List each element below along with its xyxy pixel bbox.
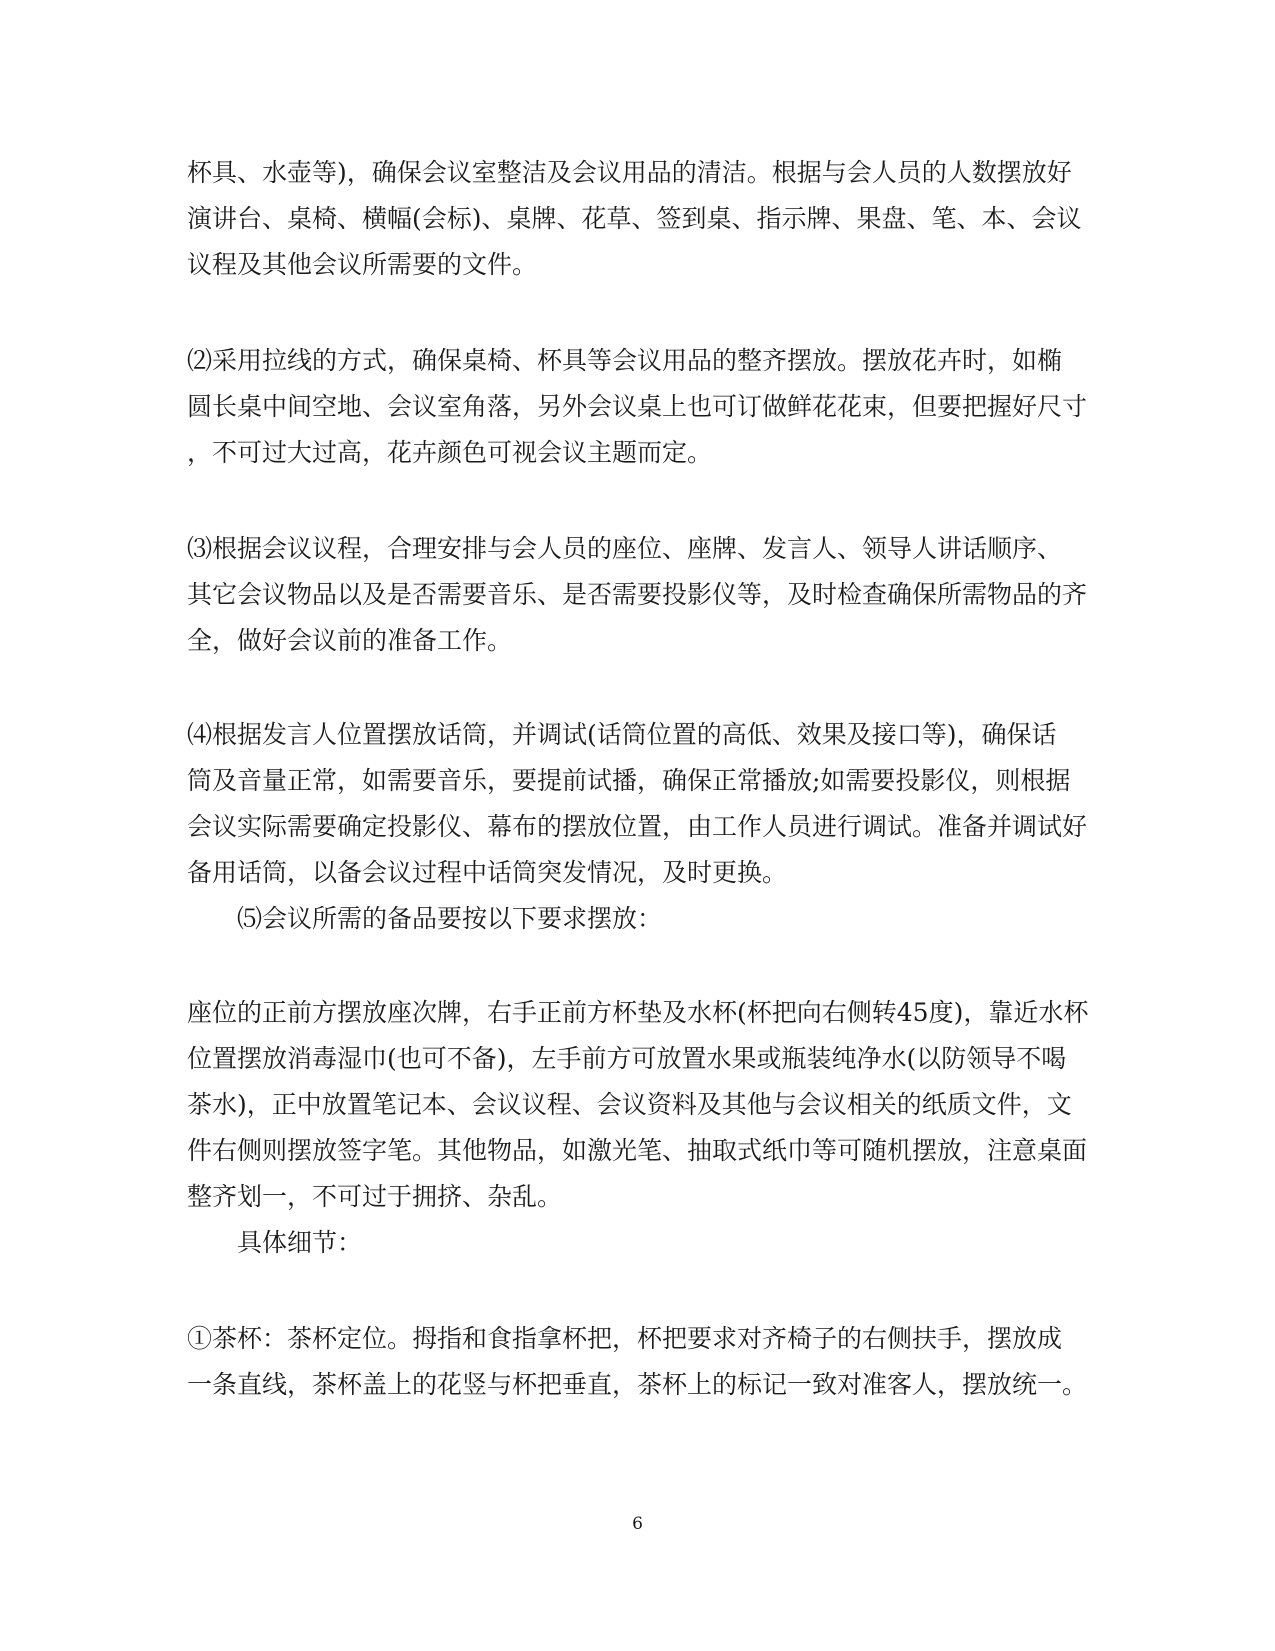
paragraph-line: 议程及其他会议所需要的文件。 bbox=[187, 250, 538, 279]
paragraph-line: ⑸会议所需的备品要按以下要求摆放： bbox=[237, 904, 663, 933]
page-number: 6 bbox=[632, 1514, 643, 1534]
paragraph-line: 全，做好会议前的准备工作。 bbox=[187, 626, 513, 655]
paragraph-line: 筒及音量正常，如需要音乐，要提前试播，确保正常播放;如需要投影仪，则根据 bbox=[187, 766, 1071, 795]
paragraph-line: ，不可过大过高，花卉颜色可视会议主题而定。 bbox=[187, 438, 713, 467]
paragraph-line: 演讲台、桌椅、横幅(会标)、桌牌、花草、签到桌、指示牌、果盘、笔、本、会议 bbox=[187, 204, 1082, 233]
paragraph-line: 整齐划一，不可过于拥挤、杂乱。 bbox=[187, 1182, 563, 1211]
paragraph-line: 圆长桌中间空地、会议室角落，另外会议桌上也可订做鲜花花束，但要把握好尺寸 bbox=[187, 392, 1088, 421]
section-heading: 具体细节： bbox=[237, 1228, 363, 1257]
paragraph-line: ⑶根据会议议程，合理安排与会人员的座位、座牌、发言人、领导人讲话顺序、 bbox=[187, 534, 1063, 563]
paragraph-line: ⑵采用拉线的方式，确保桌椅、杯具等会议用品的整齐摆放。摆放花卉时，如椭 bbox=[187, 346, 1063, 375]
paragraph-line: 一条直线，茶杯盖上的花竖与杯把垂直，茶杯上的标记一致对准客人，摆放统一。 bbox=[187, 1370, 1088, 1399]
paragraph-line: ⑷根据发言人位置摆放话筒，并调试(话筒位置的高低、效果及接口等)，确保话 bbox=[187, 720, 1057, 749]
paragraph-line: 件右侧则摆放签字笔。其他物品，如激光笔、抽取式纸巾等可随机摆放，注意桌面 bbox=[187, 1136, 1088, 1165]
paragraph-line: 座位的正前方摆放座次牌，右手正前方杯垫及水杯(杯把向右侧转45度)，靠近水杯 bbox=[187, 998, 1089, 1027]
paragraph-line: 其它会议物品以及是否需要音乐、是否需要投影仪等，及时检查确保所需物品的齐 bbox=[187, 580, 1088, 609]
paragraph-line: 位置摆放消毒湿巾(也可不备)，左手前方可放置水果或瓶装纯净水(以防领导不喝 bbox=[187, 1044, 1067, 1073]
paragraph-line: 备用话筒，以备会议过程中话筒突发情况，及时更换。 bbox=[187, 858, 788, 887]
paragraph-line: 会议实际需要确定投影仪、幕布的摆放位置，由工作人员进行调试。准备并调试好 bbox=[187, 812, 1088, 841]
paragraph-line: 茶水)，正中放置笔记本、会议议程、会议资料及其他与会议相关的纸质文件，文 bbox=[187, 1090, 1072, 1119]
paragraph-line: ①茶杯：茶杯定位。拇指和食指拿杯把，杯把要求对齐椅子的右侧扶手，摆放成 bbox=[187, 1324, 1063, 1353]
paragraph-line: 杯具、水壶等)，确保会议室整洁及会议用品的清洁。根据与会人员的人数摆放好 bbox=[187, 158, 1072, 187]
